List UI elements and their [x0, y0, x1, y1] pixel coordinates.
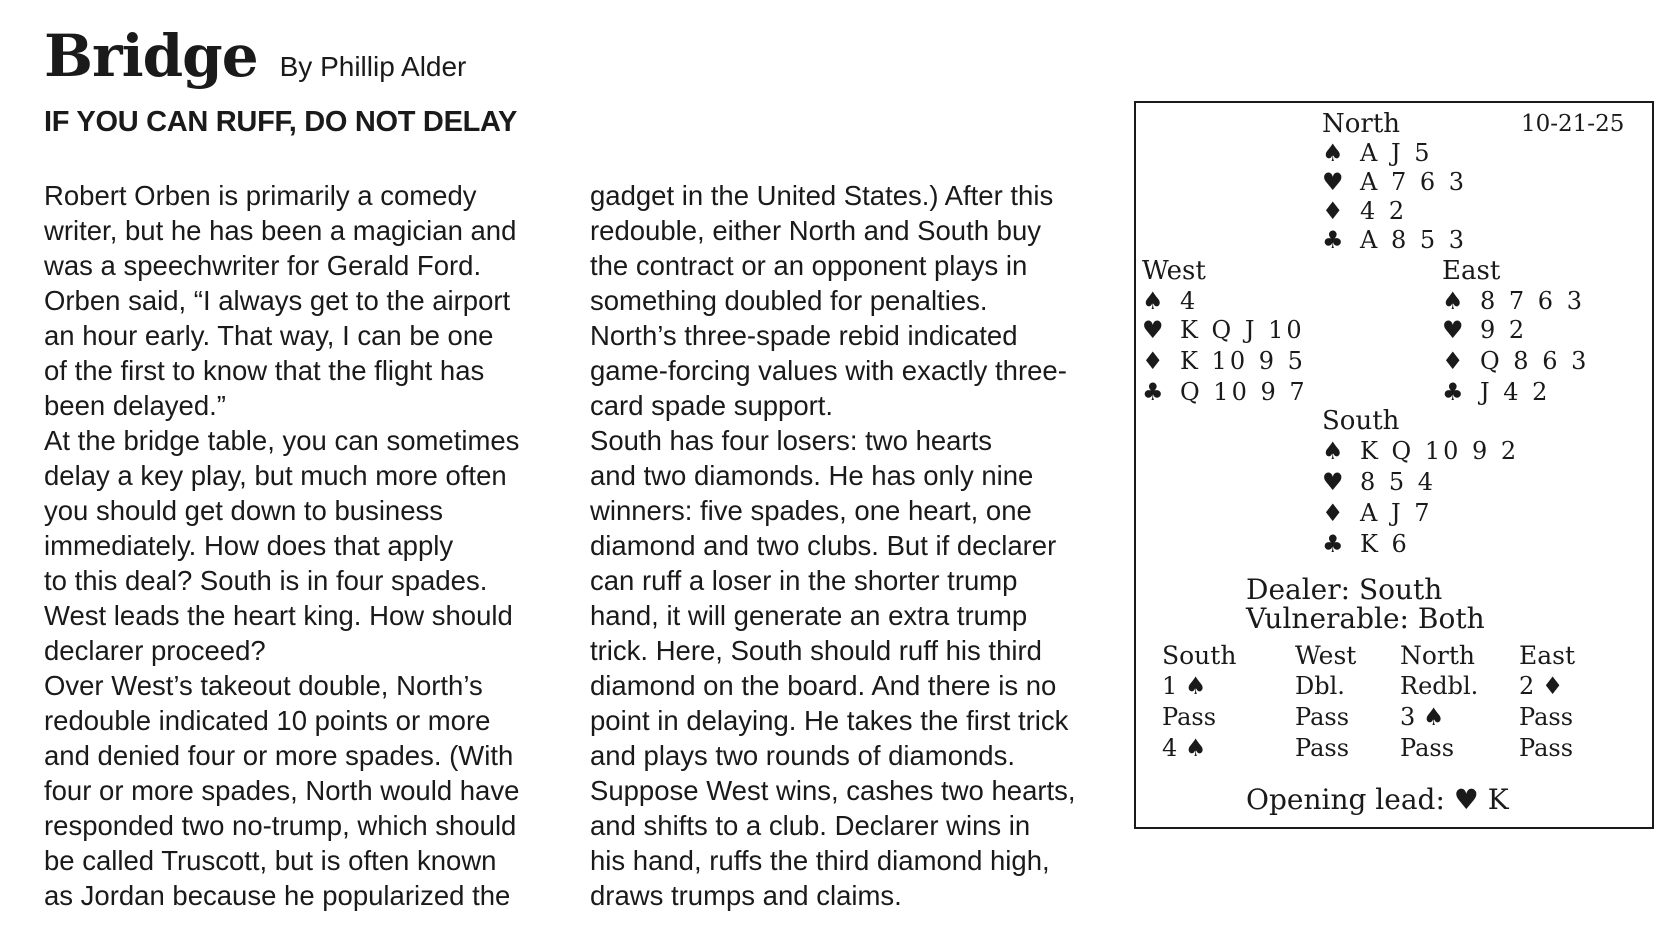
diamond-icon: ♦: [1442, 347, 1464, 375]
club-icon: ♣: [1322, 226, 1344, 254]
east-label: East: [1442, 256, 1501, 286]
east-clubs: [1442, 378, 1550, 406]
text-line: as Jordan because he popularized the: [44, 880, 511, 911]
article-column-1: [44, 178, 519, 913]
text-line: At the bridge table, you can sometimes: [44, 425, 520, 456]
text-line: was a speechwriter for Gerald Ford.: [44, 250, 482, 281]
text-line: of the first to know that the flight has: [44, 355, 485, 386]
card-holding: Q 10 9 7: [1180, 378, 1308, 406]
south-label: South: [1322, 406, 1400, 436]
dealer: Dealer: South: [1246, 573, 1443, 606]
byline: By Phillip Alder: [279, 51, 467, 82]
text-line: four or more spades, North would have: [44, 775, 520, 806]
text-line: redouble indicated 10 points or more: [44, 705, 491, 736]
text-line: and shifts to a club. Declarer wins in: [590, 810, 1031, 841]
text-line: gadget in the United States.) After this: [590, 180, 1054, 211]
spade-icon: ♠: [1322, 139, 1344, 167]
article-headline: IF YOU CAN RUFF, DO NOT DELAY: [44, 106, 518, 138]
text-line: been delayed.”: [44, 390, 226, 421]
bid-cell: Pass: [1519, 734, 1574, 762]
north-spades: [1322, 139, 1432, 167]
diamond-icon: ♦: [1142, 347, 1164, 375]
deal-date: 10-21-25: [1521, 111, 1625, 137]
card-holding: K 10 9 5: [1180, 347, 1306, 375]
header: [44, 22, 466, 90]
text-line: West leads the heart king. How should: [44, 600, 513, 631]
east-diamonds: [1442, 347, 1589, 375]
text-line: can ruff a loser in the shorter trump: [590, 565, 1018, 596]
bid-cell: Pass: [1162, 703, 1217, 731]
bidding-header: North: [1400, 641, 1476, 670]
spade-icon: ♠: [1442, 287, 1464, 315]
south-hearts: [1322, 468, 1436, 496]
east-hearts: [1442, 316, 1527, 344]
bid-cell: Pass: [1519, 703, 1574, 731]
bid-cell: Pass: [1295, 734, 1350, 762]
diamond-icon: ♦: [1322, 197, 1344, 225]
north-clubs: [1322, 226, 1467, 254]
text-line: draws trumps and claims.: [590, 880, 902, 911]
text-line: and denied four or more spades. (With: [44, 740, 514, 771]
text-line: to this deal? South is in four spades.: [44, 565, 488, 596]
bid-cell: 2 ♦: [1519, 672, 1564, 700]
text-line: Orben said, “I always get to the airport: [44, 285, 511, 316]
bid-cell: 3 ♠: [1400, 703, 1445, 731]
text-line: and plays two rounds of diamonds.: [590, 740, 1015, 771]
bidding-header: East: [1519, 641, 1576, 670]
south-spades: [1322, 437, 1519, 465]
card-holding: A 8 5 3: [1360, 226, 1468, 254]
text-line: you should get down to business: [44, 495, 444, 526]
card-holding: 8 7 6 3: [1480, 287, 1585, 315]
article-column-2: [590, 178, 1076, 913]
bid-cell: Dbl.: [1295, 672, 1345, 700]
text-line: game-forcing values with exactly three-: [590, 355, 1067, 386]
diamond-icon: ♦: [1322, 499, 1344, 527]
card-holding: A 7 6 3: [1360, 168, 1468, 196]
column-title: Bridge: [44, 22, 258, 90]
text-line: writer, but he has been a magician and: [44, 215, 517, 246]
text-line: redouble, either North and South buy: [590, 215, 1041, 246]
card-holding: K Q J 10: [1180, 316, 1305, 344]
card-holding: J 4 2: [1480, 378, 1551, 406]
text-line: winners: five spades, one heart, one: [590, 495, 1032, 526]
bidding-header: West: [1295, 641, 1357, 670]
card-holding: 4: [1180, 287, 1199, 315]
spade-icon: ♠: [1142, 287, 1164, 315]
bid-cell: Redbl.: [1400, 672, 1479, 700]
heart-icon: ♥: [1142, 316, 1164, 344]
club-icon: ♣: [1322, 530, 1344, 558]
south-clubs: [1322, 530, 1410, 558]
text-line: Over West’s takeout double, North’s: [44, 670, 483, 701]
card-holding: Q 8 6 3: [1480, 347, 1590, 375]
west-hearts: [1142, 316, 1305, 344]
text-line: North’s three-spade rebid indicated: [590, 320, 1018, 351]
heart-icon: ♥: [1442, 316, 1464, 344]
bridge-deal-diagram: [1134, 101, 1654, 829]
text-line: trick. Here, South should ruff his third: [590, 635, 1042, 666]
text-line: Suppose West wins, cashes two hearts,: [590, 775, 1076, 806]
card-holding: A J 5: [1360, 139, 1433, 167]
text-line: hand, it will generate an extra trump: [590, 600, 1028, 631]
text-line: Robert Orben is primarily a comedy: [44, 180, 477, 211]
text-line: immediately. How does that apply: [44, 530, 454, 561]
text-line: South has four losers: two hearts: [590, 425, 993, 456]
east-spades: [1442, 287, 1585, 315]
bidding-header: South: [1162, 641, 1237, 670]
spade-icon: ♠: [1322, 437, 1344, 465]
club-icon: ♣: [1442, 378, 1464, 406]
bid-cell: 1 ♠: [1162, 672, 1207, 700]
card-holding: 9 2: [1480, 316, 1528, 344]
card-holding: A J 7: [1360, 499, 1433, 527]
card-holding: 8 5 4: [1360, 468, 1437, 496]
bid-cell: 4 ♠: [1162, 734, 1207, 762]
card-holding: 4 2: [1360, 197, 1408, 225]
text-line: his hand, ruffs the third diamond high,: [590, 845, 1050, 876]
west-diamonds: [1142, 347, 1306, 375]
opening-lead: Opening lead: ♥ K: [1246, 783, 1509, 816]
west-spades: [1142, 287, 1198, 315]
text-line: declarer proceed?: [44, 635, 266, 666]
text-line: the contract or an opponent plays in: [590, 250, 1028, 281]
text-line: be called Truscott, but is often known: [44, 845, 497, 876]
bid-cell: Pass: [1295, 703, 1350, 731]
south-diamonds: [1322, 499, 1432, 527]
vulnerability: Vulnerable: Both: [1246, 602, 1485, 635]
heart-icon: ♥: [1322, 168, 1344, 196]
text-line: an hour early. That way, I can be one: [44, 320, 494, 351]
heart-icon: ♥: [1322, 468, 1344, 496]
card-holding: K 6: [1360, 530, 1410, 558]
card-holding: K Q 10 9 2: [1360, 437, 1520, 465]
text-line: point in delaying. He takes the first trick: [590, 705, 1069, 736]
text-line: diamond and two clubs. But if declarer: [590, 530, 1057, 561]
west-clubs: [1142, 378, 1308, 406]
west-label: West: [1142, 256, 1206, 286]
text-line: diamond on the board. And there is no: [590, 670, 1057, 701]
bid-cell: Pass: [1400, 734, 1455, 762]
north-diamonds: [1322, 197, 1407, 225]
club-icon: ♣: [1142, 378, 1164, 406]
text-line: responded two no-trump, which should: [44, 810, 517, 841]
north-label: North: [1322, 109, 1401, 139]
text-line: card spade support.: [590, 390, 834, 421]
north-hearts: [1322, 168, 1467, 196]
text-line: something doubled for penalties.: [590, 285, 988, 316]
text-line: delay a key play, but much more often: [44, 460, 507, 491]
text-line: and two diamonds. He has only nine: [590, 460, 1034, 491]
